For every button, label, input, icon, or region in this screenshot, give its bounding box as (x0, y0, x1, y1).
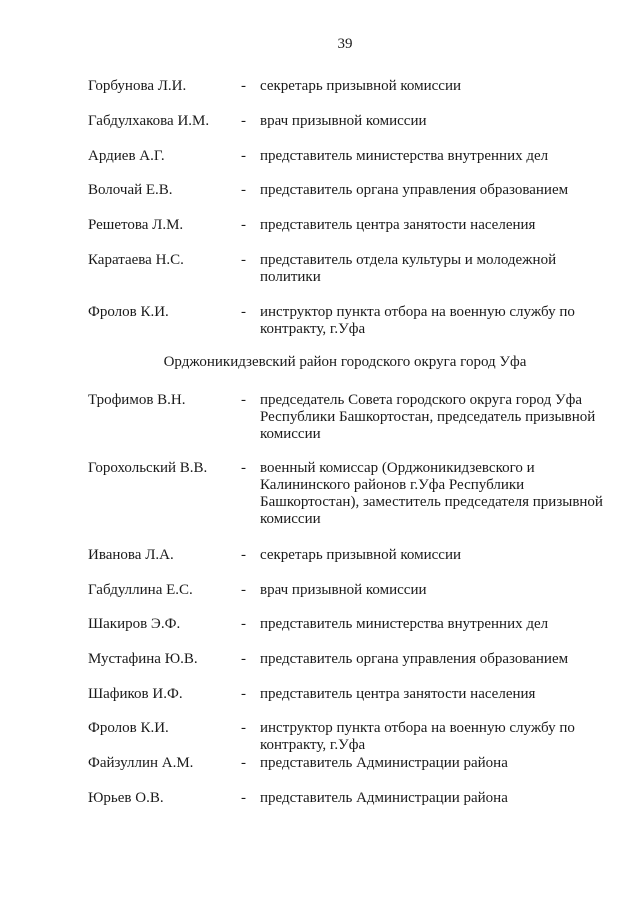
separator-dash: - (241, 78, 246, 94)
member-name: Фролов К.И. (88, 304, 169, 320)
member-name: Юрьев О.В. (88, 790, 164, 806)
member-name: Шафиков И.Ф. (88, 686, 183, 702)
member-name: Файзуллин А.М. (88, 755, 194, 771)
member-role: врач призывной комиссии (260, 113, 427, 129)
member-role: представитель органа управления образованием (260, 651, 569, 667)
member-role: представитель центра занятости населения (260, 686, 536, 702)
member-role: секретарь призывной комиссии (260, 547, 462, 563)
member-name: Габдулхакова И.М. (88, 113, 210, 129)
member-role: представитель отдела культуры и молодежной политики (260, 252, 557, 285)
separator-dash: - (241, 720, 246, 736)
member-role: представитель министерства внутренних дел (260, 616, 549, 632)
separator-dash: - (241, 790, 246, 806)
member-name: Горохольский В.В. (88, 460, 208, 476)
member-name: Горбунова Л.И. (88, 78, 187, 94)
separator-dash: - (241, 755, 246, 771)
member-role: представитель центра занятости населения (260, 217, 536, 233)
separator-dash: - (241, 616, 246, 632)
member-role: представитель министерства внутренних дел (260, 148, 549, 164)
separator-dash: - (241, 392, 246, 408)
member-name: Иванова Л.А. (88, 547, 174, 563)
member-name: Мустафина Ю.В. (88, 651, 198, 667)
member-name: Фролов К.И. (88, 720, 169, 736)
separator-dash: - (241, 217, 246, 233)
separator-dash: - (241, 686, 246, 702)
member-name: Волочай Е.В. (88, 182, 173, 198)
separator-dash: - (241, 460, 246, 476)
member-role: представитель Администрации района (260, 755, 508, 771)
member-name: Каратаева Н.С. (88, 252, 184, 268)
member-role: секретарь призывной комиссии (260, 78, 462, 94)
separator-dash: - (241, 182, 246, 198)
member-role: врач призывной комиссии (260, 582, 427, 598)
separator-dash: - (241, 252, 246, 268)
separator-dash: - (241, 148, 246, 164)
member-name: Шакиров Э.Ф. (88, 616, 181, 632)
separator-dash: - (241, 582, 246, 598)
page-number: 39 (337, 36, 353, 52)
separator-dash: - (241, 547, 246, 563)
separator-dash: - (241, 113, 246, 129)
separator-dash: - (241, 304, 246, 320)
member-name: Трофимов В.Н. (88, 392, 186, 408)
member-role: военный комиссар (Орджоникидзевского и Калининского районов г.Уфа Республики Башкортостан), заместитель председателя призывной комиссии (260, 460, 603, 527)
member-role: представитель Администрации района (260, 790, 508, 806)
member-role: инструктор пункта отбора на военную службу по контракту, г.Уфа (260, 304, 575, 337)
member-role: председатель Совета городского округа город Уфа Республики Башкортостан, председатель призывной комиссии (260, 392, 596, 442)
member-name: Решетова Л.М. (88, 217, 184, 233)
member-role: инструктор пункта отбора на военную службу по контракту, г.Уфа (260, 720, 575, 753)
member-name: Габдуллина Е.С. (88, 582, 193, 598)
section-heading: Орджоникидзевский район городского округа город Уфа (163, 354, 527, 370)
separator-dash: - (241, 651, 246, 667)
member-name: Ардиев А.Г. (88, 148, 165, 164)
member-role: представитель органа управления образованием (260, 182, 569, 198)
